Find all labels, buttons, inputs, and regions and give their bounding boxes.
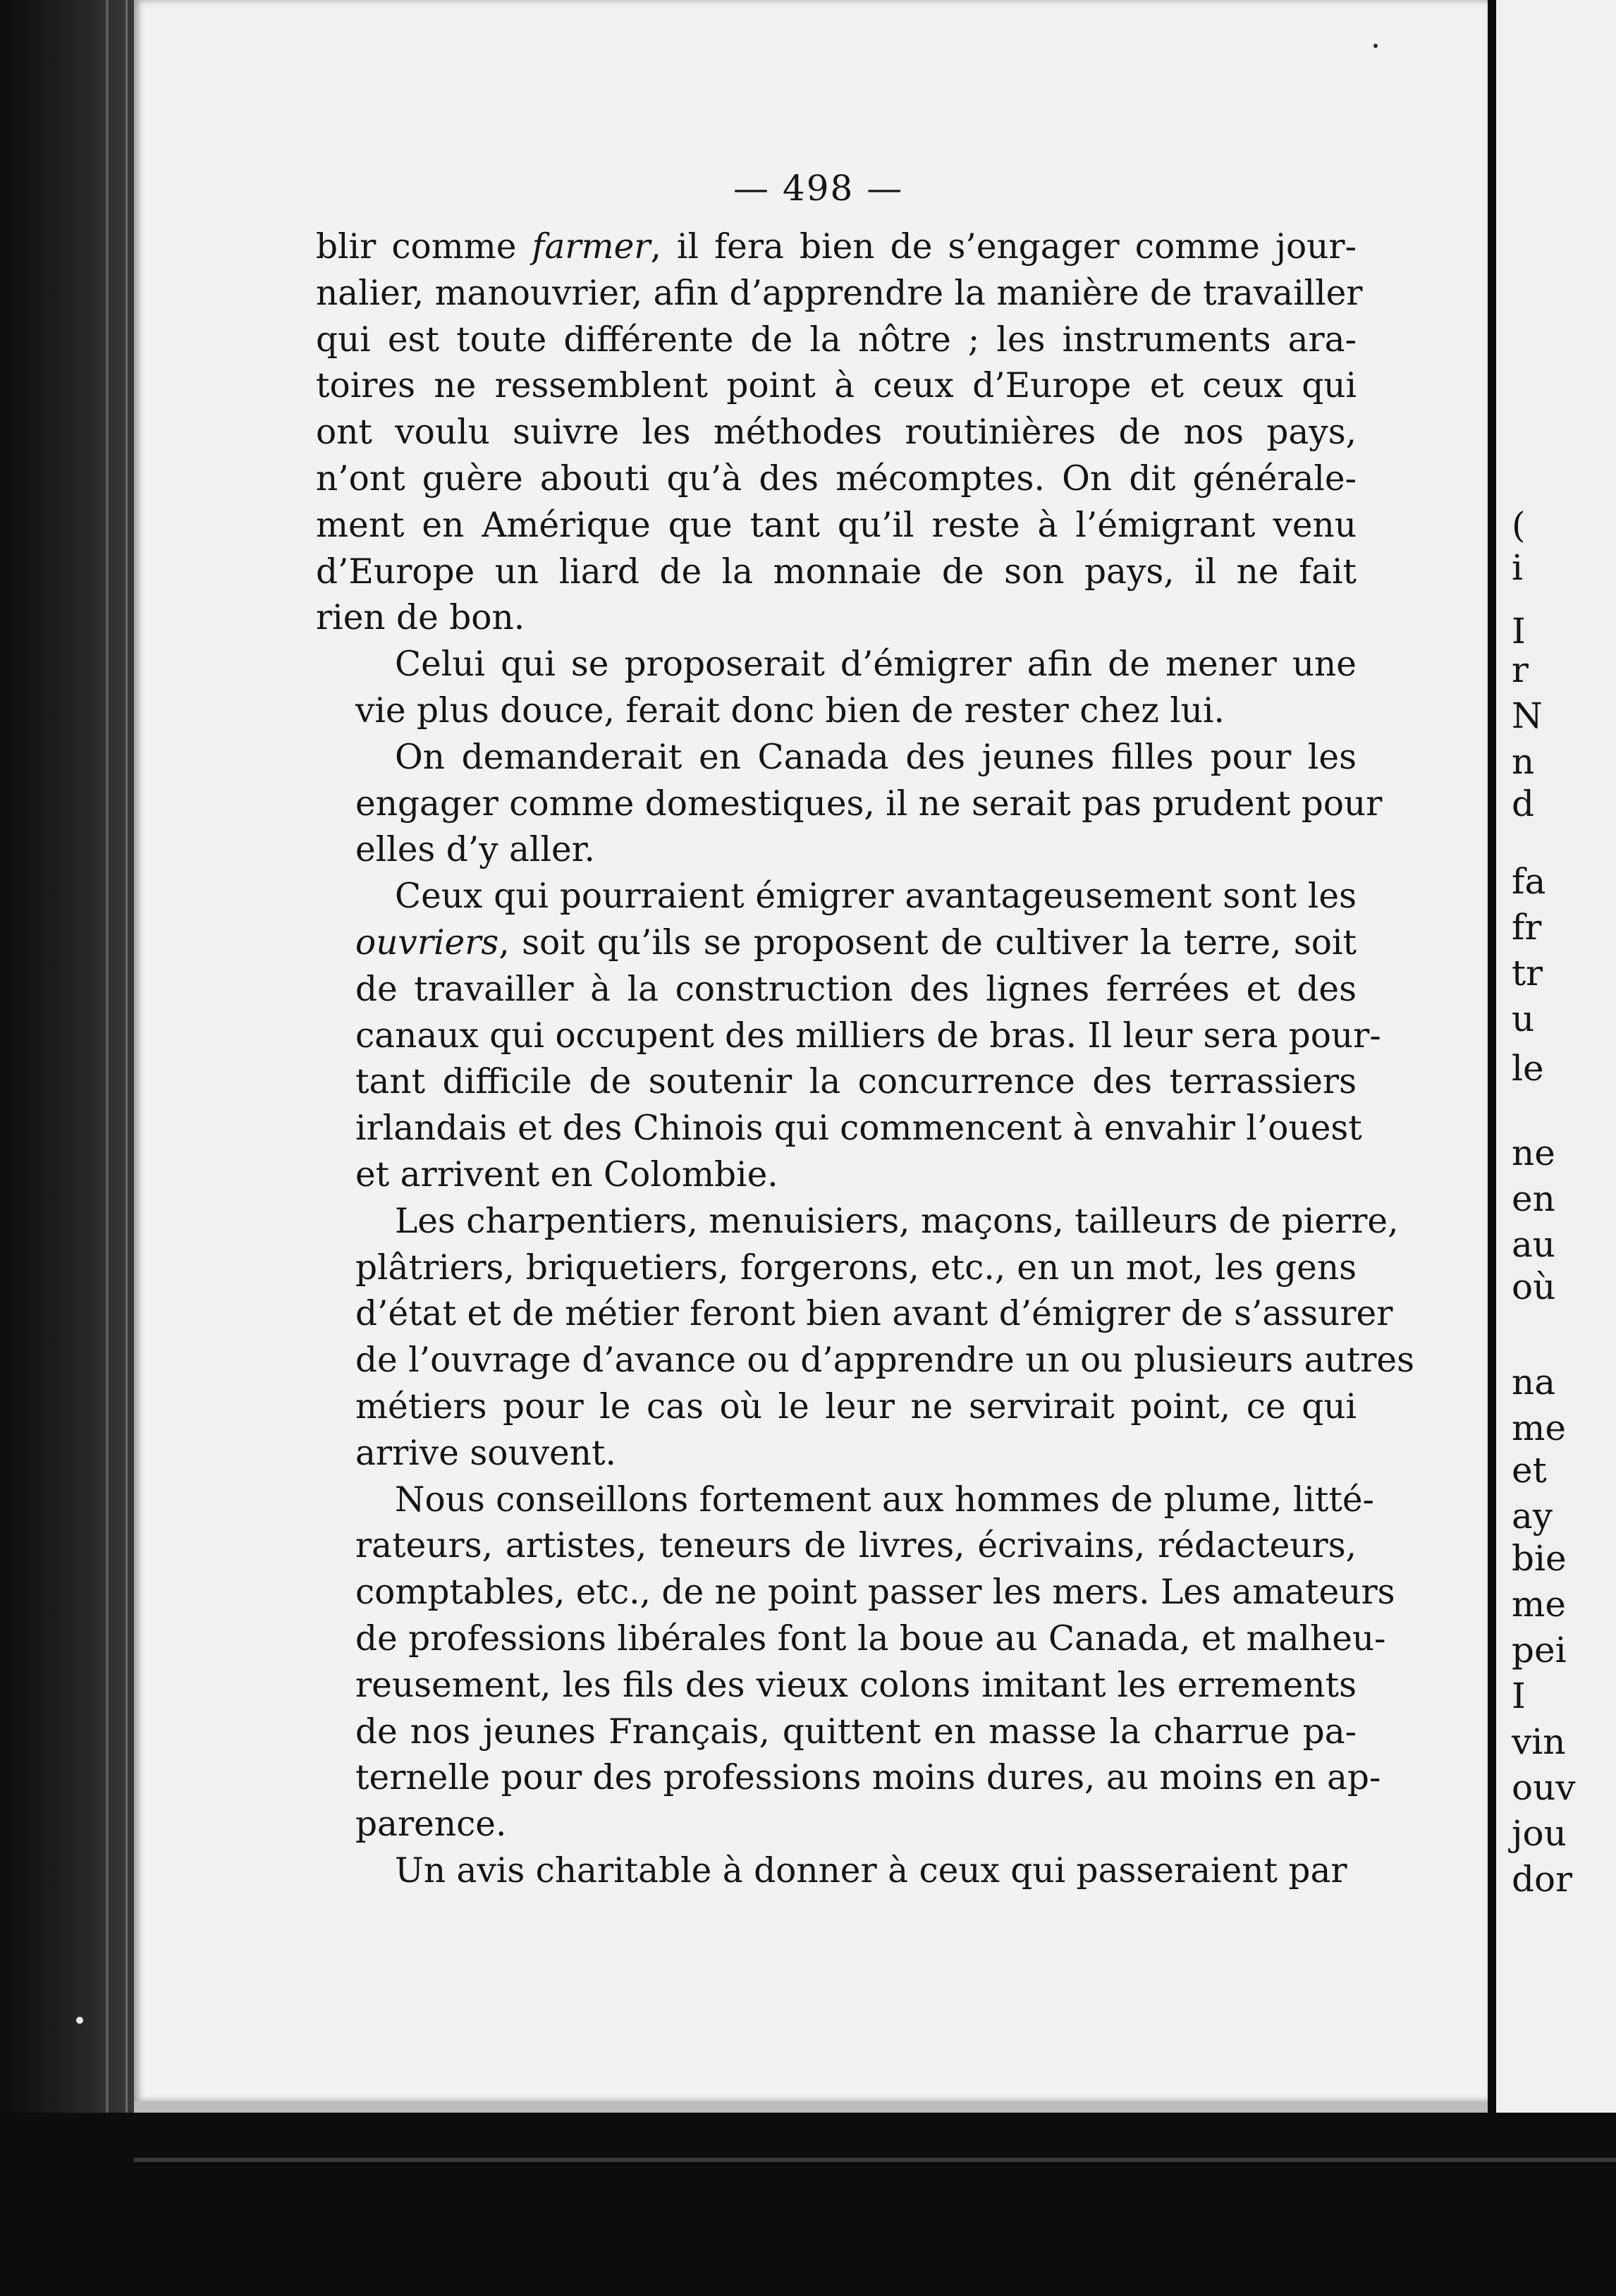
text-line: Celui qui se proposerait d’émigrer afin de mener une	[395, 645, 1357, 685]
facing-page-fragment: et	[1512, 1450, 1547, 1491]
italic-emphasis: farmer	[532, 227, 651, 267]
text-line: plâtriers, briquetiers, forgerons, etc., en un mot, les gens	[355, 1247, 1357, 1288]
page-bottom-edge	[134, 2101, 1488, 2113]
text-line: de professions libérales font la boue au Canada, et malheu-	[355, 1618, 1386, 1659]
italic-emphasis: ouvriers	[355, 922, 499, 963]
gutter-edge-line	[126, 0, 128, 2296]
scan-bottom-stripe	[134, 2158, 1616, 2162]
paragraph	[316, 874, 1381, 1199]
facing-page-fragment: bie	[1512, 1538, 1567, 1579]
text-line: canaux qui occupent des milliers de bras. Il leur sera pour-	[355, 1015, 1381, 1056]
facing-page-fragment: au	[1512, 1224, 1556, 1265]
scan-bottom-border	[0, 2113, 1616, 2296]
text-line: Les charpentiers, menuisiers, maçons, tailleurs de pierre,	[395, 1201, 1399, 1241]
facing-page-fragment: jou	[1512, 1813, 1567, 1854]
text-line: Ceux qui pourraient émigrer avantageusement sont les	[395, 877, 1357, 917]
text-line: n’ont guère abouti qu’à des mécomptes. On dit générale-	[316, 458, 1357, 499]
text-line: nalier, manouvrier, afin d’apprendre la manière de travailler	[316, 273, 1363, 313]
text-line: de nos jeunes Français, quittent en masse la charrue pa-	[355, 1711, 1357, 1752]
text-line: ouvriers, soit qu’ils se proposent de cultiver la terre, soit	[355, 922, 1357, 963]
text-line: comptables, etc., de ne point passer les mers. Les amateurs	[355, 1573, 1395, 1613]
facing-page-fragment: I	[1512, 1675, 1526, 1716]
facing-page-fragment: tr	[1512, 953, 1543, 994]
facing-page-fragment: ouv	[1512, 1767, 1576, 1808]
book-binding-gutter	[0, 0, 134, 2296]
text-line: qui est toute différente de la nôtre ; les instruments ara-	[316, 319, 1357, 360]
facing-page-fragment: fr	[1512, 907, 1542, 948]
page-number: — 498 —	[733, 168, 904, 209]
scan-speck	[1373, 44, 1378, 48]
facing-page-fragment: ay	[1512, 1496, 1553, 1537]
text-line: vie plus douce, ferait donc bien de rester chez lui.	[355, 690, 1225, 731]
facing-page-fragment: me	[1512, 1407, 1567, 1448]
facing-page-fragment: fa	[1512, 861, 1546, 902]
facing-page-fragment: dor	[1512, 1859, 1573, 1900]
text-line: parence.	[355, 1805, 507, 1845]
text-line: tant difficile de soutenir la concurrence des terrassiers	[355, 1062, 1357, 1102]
facing-page-fragment: me	[1512, 1584, 1567, 1625]
facing-page-fragment: (	[1512, 505, 1526, 546]
facing-page-fragment: où	[1512, 1266, 1556, 1307]
paragraph	[316, 1477, 1395, 1848]
text-line: ment en Amérique que tant qu’il reste à l’émigrant venu	[316, 505, 1357, 545]
text-line: métiers pour le cas où le leur ne servirait point, ce qui	[355, 1386, 1357, 1427]
paragraph	[316, 642, 1357, 735]
facing-page-fragment: d	[1512, 783, 1535, 824]
text-line: ternelle pour des professions moins dures, au moins en ap-	[355, 1758, 1381, 1798]
facing-page-fragment: I	[1512, 611, 1526, 652]
text-line: blir comme farmer, il fera bien de s’engager comme jour-	[316, 227, 1357, 267]
text-line: toires ne ressemblent point à ceux d’Europe et ceux qui	[316, 366, 1357, 406]
text-line: On demanderait en Canada des jeunes filles pour les	[395, 737, 1357, 777]
text-line: engager comme domestiques, il ne serait pas prudent pour	[355, 783, 1383, 824]
text-line: de travailler à la construction des lignes ferrées et des	[355, 969, 1357, 1009]
facing-page-fragment: vin	[1512, 1721, 1566, 1762]
facing-page-fragment: u	[1512, 999, 1535, 1039]
facing-page-edge	[1489, 0, 1616, 2123]
scan-speck	[76, 2017, 83, 2024]
paragraph	[316, 1848, 1357, 1895]
text-line: Nous conseillons fortement aux hommes de plume, litté-	[395, 1479, 1374, 1520]
text-line: reusement, les fils des vieux colons imitant les errements	[355, 1665, 1357, 1705]
text-line: d’Europe un liard de la monnaie de son pays, il ne fait	[316, 551, 1357, 592]
paragraph	[316, 224, 1363, 642]
facing-page-fragment: N	[1512, 695, 1543, 736]
facing-page-fragment: na	[1512, 1362, 1556, 1403]
facing-page-fragment: i	[1512, 547, 1523, 588]
facing-page-fragment: en	[1512, 1178, 1555, 1219]
facing-page-fragment: le	[1512, 1048, 1544, 1089]
facing-page-fragment: r	[1512, 649, 1529, 690]
text-line: de l’ouvrage d’avance ou d’apprendre un ou plusieurs autres	[355, 1341, 1414, 1381]
facing-page-fragment: ne	[1512, 1132, 1555, 1173]
text-line: elles d’y aller.	[355, 830, 595, 870]
text-line: rateurs, artistes, teneurs de livres, écrivains, rédacteurs,	[355, 1526, 1357, 1566]
text-line: d’état et de métier feront bien avant d’émigrer de s’assurer	[355, 1294, 1393, 1334]
text-line: arrive souvent.	[355, 1433, 616, 1473]
text-line: rien de bon.	[316, 598, 525, 638]
paragraph	[316, 735, 1383, 874]
facing-page-fragment: n	[1512, 741, 1535, 782]
facing-page-fragment: pei	[1512, 1630, 1567, 1671]
page-body-text	[316, 224, 1414, 1895]
gutter-edge-line	[106, 0, 109, 2296]
text-line: ont voulu suivre les méthodes routinières de nos pays,	[316, 413, 1357, 453]
text-line: irlandais et des Chinois qui commencent à envahir l’ouest	[355, 1109, 1362, 1149]
text-line: et arrivent en Colombie.	[355, 1154, 778, 1195]
text-line: Un avis charitable à donner à ceux qui passeraient par	[395, 1850, 1347, 1891]
paragraph	[316, 1199, 1414, 1477]
